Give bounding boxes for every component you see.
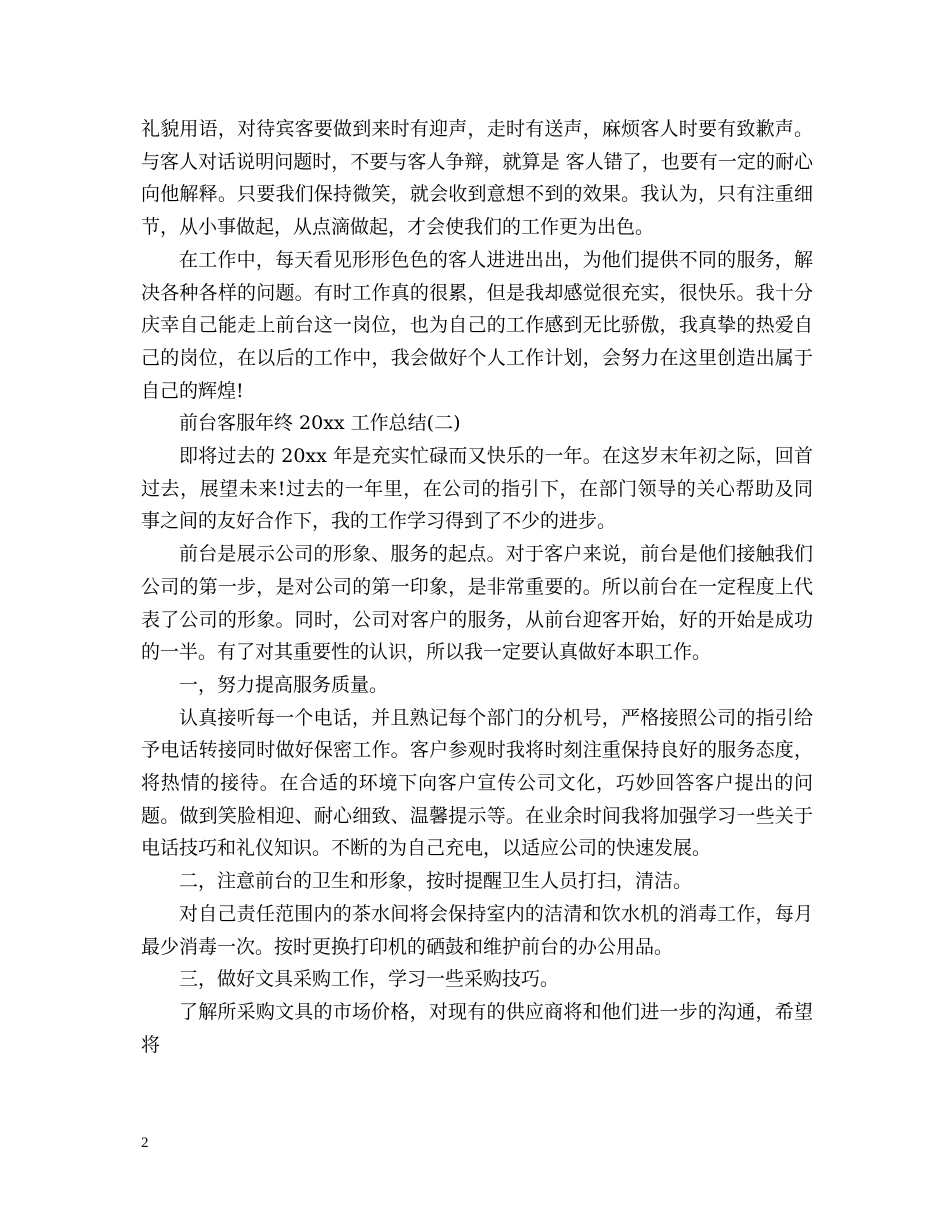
paragraph: 认真接听每一个电话，并且熟记每个部门的分机号，严格接照公司的指引给予电话转接同时做好保密工作。客户参观时我将时刻注重保持良好的服务态度，将热情的接待。在合适的环境下向客户宣传公司文化，巧妙回答客户提出的问题。做到笑脸相迎、耐心细致、温馨提示等。在业余时间我将加强学习一些关于电话技巧和礼仪知识。不断的为自己充电，以适应公司的快速发展。 (141, 706, 813, 860)
paragraph: 了解所采购文具的市场价格，对现有的供应商将和他们进一步的沟通，希望将 (141, 1000, 813, 1056)
list-heading: 一，努力提高服务质量。 (179, 673, 389, 696)
paragraph: 在工作中，每天看见形形色色的客人进进出出，为他们提供不同的服务，解决各种各样的问题。有时工作真的很累，但是我却感觉很充实，很快乐。我十分庆幸自己能走上前台这一岗位，也为自己的工作感到无比骄傲，我真挚的热爱自己的岗位，在以后的工作中，我会做好个人工作计划，会努力在这里创造出属于自己的辉煌! (141, 248, 813, 402)
document-body (141, 113, 813, 1061)
paragraph: 前台是展示公司的形象、服务的起点。对于客户来说，前台是他们接触我们公司的第一步，是对公司的第一印象，是非常重要的。所以前台在一定程度上代表了公司的形象。同时，公司对客户的服务，从前台迎客开始，好的开始是成功的一半。有了对其重要性的认识，所以我一定要认真做好本职工作。 (141, 543, 813, 664)
page-number: 2 (141, 1135, 149, 1151)
list-heading: 三，做好文具采购工作，学习一些采购技巧。 (179, 968, 560, 991)
paragraph: 礼貌用语，对待宾客要做到来时有迎声，走时有送声，麻烦客人时要有致歉声。与客人对话说明问题时，不要与客人争辩，就算是 客人错了，也要有一定的耐心向他解释。只要我们保持微笑，就会收到意想不到的效果。我认为，只有注重细节，从小事做起，从点滴做起，才会使我们的工作更为出色。 (141, 118, 813, 239)
paragraph: 即将过去的 20xx 年是充实忙碌而又快乐的一年。在这岁末年初之际，回首过去，展望未来!过去的一年里，在公司的指引下，在部门领导的关心帮助及同事之间的友好合作下，我的工作学习得到了不少的进步。 (141, 445, 813, 533)
paragraph: 对自己责任范围内的茶水间将会保持室内的洁清和饮水机的消毒工作，每月最少消毒一次。按时更换打印机的硒鼓和维护前台的办公用品。 (141, 902, 813, 958)
list-heading: 二，注意前台的卫生和形象，按时提醒卫生人员打扫，清洁。 (179, 870, 693, 893)
section-heading: 前台客服年终 20xx 工作总结(二) (179, 412, 461, 435)
